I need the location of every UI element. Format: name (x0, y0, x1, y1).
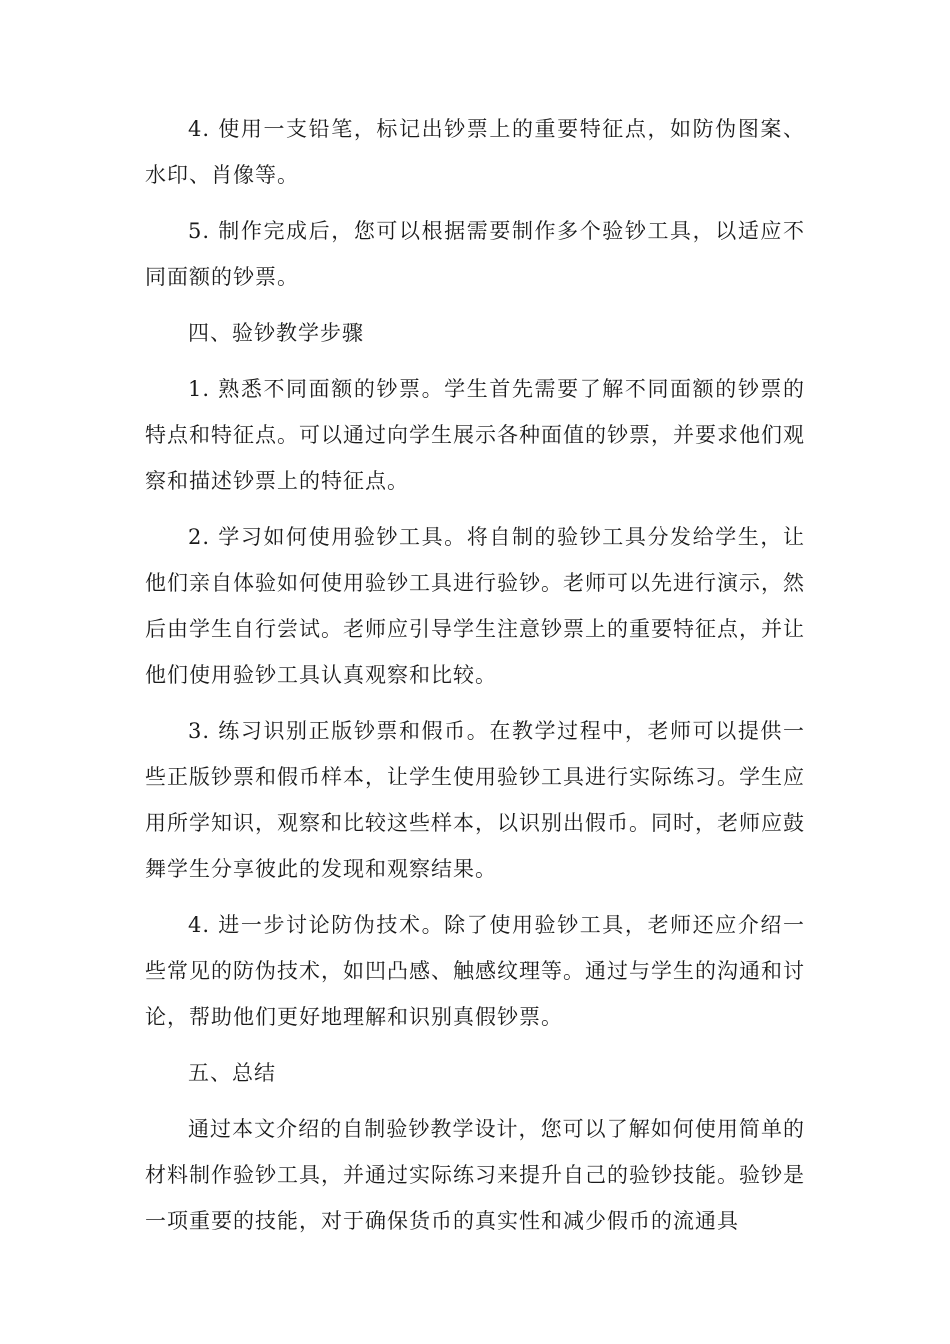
paragraph-teaching-step-3: 3. 练习识别正版钞票和假币。在教学过程中，老师可以提供一些正版钞票和假币样本，让学生使用验钞工具进行实际练习。学生应用所学知识，观察和比较这些样本，以识别出假币。同时，老师应鼓舞学生分享彼此的发现和观察结果。 (145, 719, 805, 881)
paragraph-teaching-step-4: 4. 进一步讨论防伪技术。除了使用验钞工具，老师还应介绍一些常见的防伪技术，如凹凸感、触感纹理等。通过与学生的沟通和讨论，帮助他们更好地理解和识别真假钞票。 (145, 913, 805, 1029)
section-heading-summary: 五、总结 (188, 1061, 276, 1085)
section-heading-teaching-steps: 四、验钞教学步骤 (188, 321, 364, 345)
paragraph-step-4-mark: 4. 使用一支铅笔，标记出钞票上的重要特征点，如防伪图案、水印、肖像等。 (145, 117, 805, 187)
paragraph-step-5-multiple: 5. 制作完成后，您可以根据需要制作多个验钞工具，以适应不同面额的钞票。 (145, 219, 805, 289)
paragraph-teaching-step-2: 2. 学习如何使用验钞工具。将自制的验钞工具分发给学生，让他们亲自体验如何使用验钞工具进行验钞。老师可以先进行演示，然后由学生自行尝试。老师应引导学生注意钞票上的重要特征点，并让他们使用验钞工具认真观察和比较。 (145, 525, 805, 687)
paragraph-teaching-step-1: 1. 熟悉不同面额的钞票。学生首先需要了解不同面额的钞票的特点和特征点。可以通过向学生展示各种面值的钞票，并要求他们观察和描述钞票上的特征点。 (145, 377, 805, 493)
paragraph-summary: 通过本文介绍的自制验钞教学设计，您可以了解如何使用简单的材料制作验钞工具，并通过实际练习来提升自己的验钞技能。验钞是一项重要的技能，对于确保货币的真实性和减少假币的流通具 (145, 1117, 805, 1233)
document-body (145, 106, 805, 1254)
